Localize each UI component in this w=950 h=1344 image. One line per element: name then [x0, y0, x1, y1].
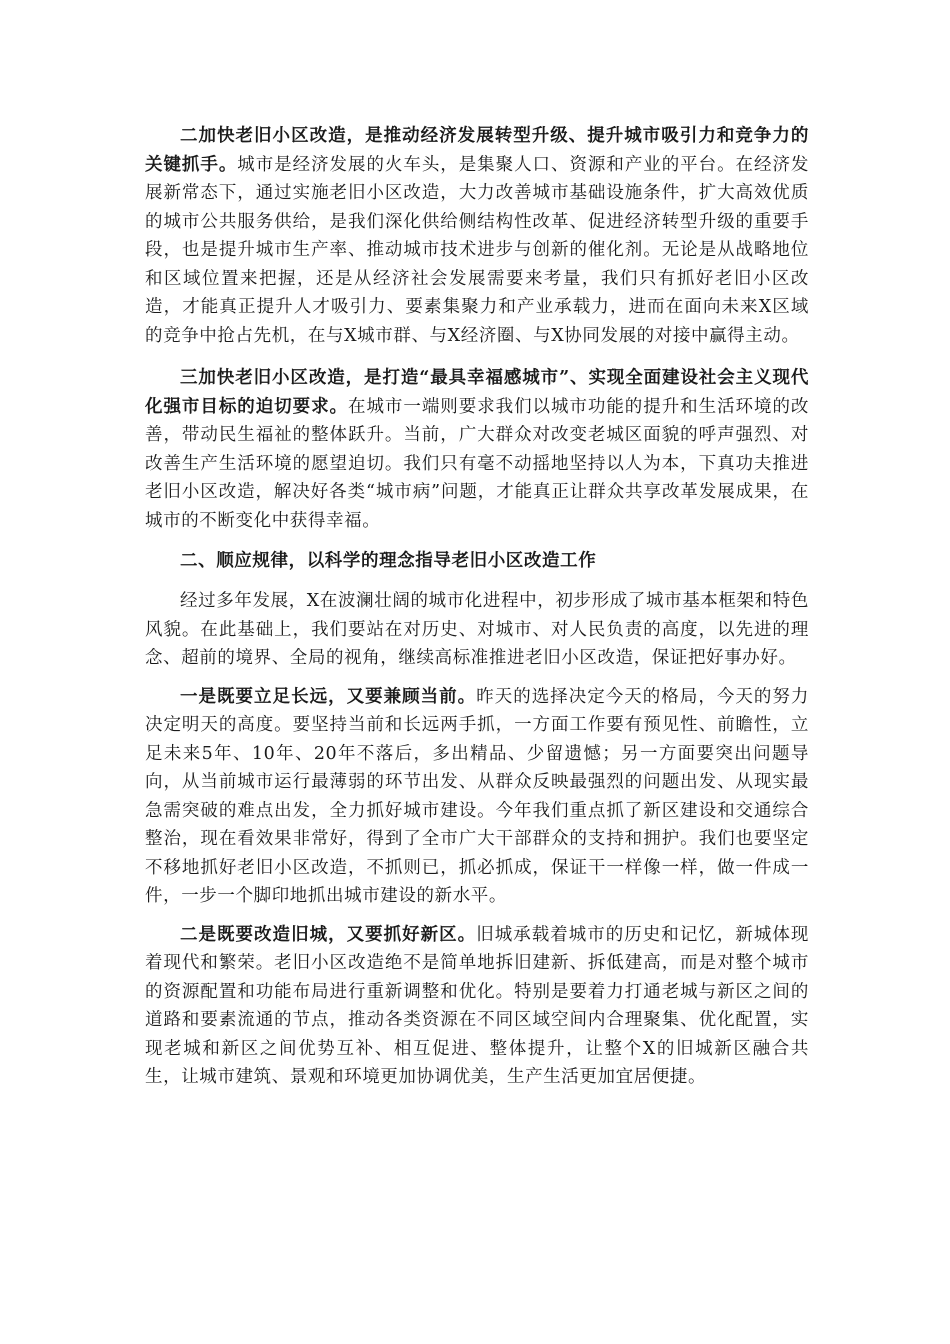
paragraph-long-term [145, 683, 809, 911]
paragraph-lead-text: 一是既要立足长远，又要兼顾当前。 [180, 686, 477, 707]
document-page [145, 122, 809, 1092]
paragraph-body-text: 旧城承载着城市的历史和记忆，新城体现着现代和繁荣。老旧小区改造绝不是简单地拆旧建新、拆低建高，而是对整个城市的资源配置和功能布局进行重新调整和优化。特别是要着力打通老城与新区之间的道路和要素流通的节点，推动各类资源在不同区域空间内合理聚集、优化配置，实现老城和新区之间优势互补、相互促进、整体提升，让整个X的旧城新区融合共生，让城市建筑、景观和环境更加协调优美，生产生活更加宜居便捷。 [145, 924, 809, 1087]
paragraph-economic-transformation [145, 122, 809, 350]
paragraph-lead-text: 二加快老旧小区改造，是推动经济发展转型升级、提升城市吸引力和竞争力的关键抓手。 [145, 126, 809, 175]
paragraph-body-text: 在城市一端则要求我们以城市功能的提升和生活环境的改善，带动民生福祉的整体跃升。当前，广大群众对改变老城区面貌的呼声强烈、对改善生产生活环境的愿望迫切。我们只有毫不动摇地坚持以人为本，下真功夫推进老旧小区改造，解决好各类“城市病”问题，才能真正让群众共享改革发展成果，在城市的不断变化中获得幸福。 [145, 396, 809, 531]
paragraph-body-text: 经过多年发展，X在波澜壮阔的城市化进程中，初步形成了城市基本框架和特色风貌。在此基础上，我们要站在对历史、对城市、对人民负责的高度，以先进的理念、超前的境界、全局的视角，继续高标准推进老旧小区改造，保证把好事办好。 [145, 591, 809, 668]
paragraph-lead-text: 三加快老旧小区改造，是打造“最具幸福感城市”、实现全面建设社会主义现代化强市目标的迫切要求。 [145, 368, 809, 417]
paragraph-development-overview [145, 587, 809, 673]
paragraph-body-text: 城市是经济发展的火车头，是集聚人口、资源和产业的平台。在经济发展新常态下，通过实施老旧小区改造，大力改善城市基础设施条件，扩大高效优质的城市公共服务供给，是我们深化供给侧结构性改革、促进经济转型升级的重要手段，也是提升城市生产率、推动城市技术进步与创新的催化剂。无论是从战略地位和区域位置来把握，还是从经济社会发展需要来考量，我们只有抓好老旧小区改造，才能真正提升人才吸引力、要素集聚力和产业承载力，进而在面向未来X区域的竞争中抢占先机，在与X城市群、与X经济圈、与X协同发展的对接中赢得主动。 [145, 154, 809, 346]
section-heading: 二、顺应规律，以科学的理念指导老旧小区改造工作 [180, 551, 597, 571]
paragraph-lead-text: 二是既要改造旧城，又要抓好新区。 [180, 924, 477, 945]
paragraph-happiness-city [145, 364, 809, 535]
paragraph-old-and-new-city [145, 921, 809, 1092]
paragraph-body-text: 昨天的选择决定今天的格局，今天的努力决定明天的高度。要坚持当前和长远两手抓，一方面工作要有预见性、前瞻性，立足未来5年、10年、20年不落后，多出精品、少留遗憾；另一方面要突出问题导向，从当前城市运行最薄弱的环节出发、从群众反映最强烈的问题出发、从现实最急需突破的难点出发，全力抓好城市建设。今年我们重点抓了新区建设和交通综合整治，现在看效果非常好，得到了全市广大干部群众的支持和拥护。我们也要坚定不移地抓好老旧小区改造，不抓则已，抓必抓成，保证干一样像一样，做一件成一件，一步一个脚印地抓出城市建设的新水平。 [145, 686, 809, 906]
